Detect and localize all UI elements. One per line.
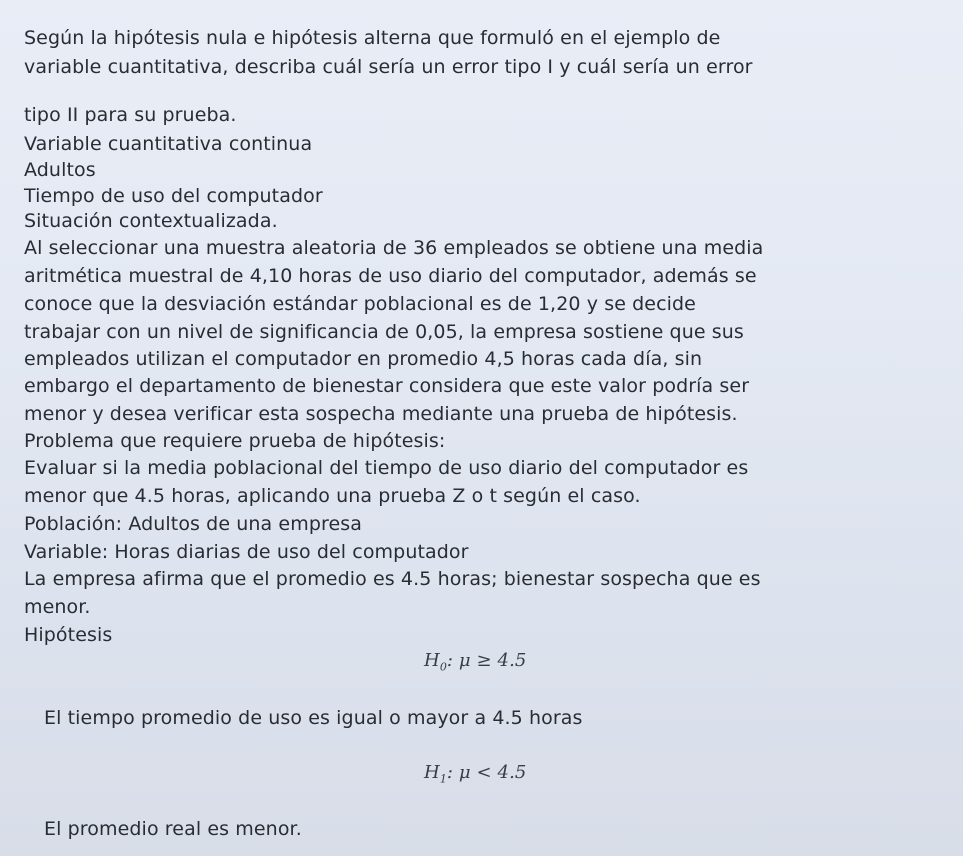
text-line: La empresa afirma que el promedio es 4.5 horas; bienestar sospecha que es <box>24 568 761 590</box>
text-line: aritmética muestral de 4,10 horas de uso diario del computador, además se <box>24 265 757 287</box>
hypothesis-symbol: H <box>424 650 440 671</box>
text-line: menor. <box>24 596 91 618</box>
alternative-hypothesis-formula <box>424 762 526 786</box>
text-line: Tiempo de uso del computador <box>24 185 323 207</box>
hypothesis-expression: : μ ≥ 4.5 <box>446 650 527 671</box>
text-line: Población: Adultos de una empresa <box>24 513 363 535</box>
text-line: tipo II para su prueba. <box>24 104 237 126</box>
text-line: empleados utilizan el computador en promedio 4,5 horas cada día, sin <box>24 348 703 370</box>
text-line: conoce que la desviación estándar poblacional es de 1,20 y se decide <box>24 293 696 315</box>
text-line: Variable cuantitativa continua <box>24 133 313 155</box>
null-hypothesis-description: El tiempo promedio de uso es igual o mayor a 4.5 horas <box>44 707 583 729</box>
text-line: trabajar con un nivel de significancia de 0,05, la empresa sostiene que sus <box>24 321 744 343</box>
text-line: menor y desea verificar esta sospecha mediante una prueba de hipótesis. <box>24 403 738 425</box>
text-line: Evaluar si la media poblacional del tiempo de uso diario del computador es <box>24 457 749 479</box>
null-hypothesis-formula <box>424 650 526 674</box>
alternative-hypothesis-description: El promedio real es menor. <box>44 818 302 840</box>
hypothesis-subscript: 0 <box>439 660 447 674</box>
hypothesis-expression: : μ < 4.5 <box>446 762 527 783</box>
hypothesis-subscript: 1 <box>439 772 447 786</box>
text-line: Según la hipótesis nula e hipótesis alterna que formuló en el ejemplo de <box>24 27 721 49</box>
text-line: Al seleccionar una muestra aleatoria de 36 empleados se obtiene una media <box>24 237 764 259</box>
text-line: Variable: Horas diarias de uso del computador <box>24 541 469 563</box>
text-line: variable cuantitativa, describa cuál sería un error tipo I y cuál sería un error <box>24 56 753 78</box>
text-line: Situación contextualizada. <box>24 210 278 232</box>
section-heading: Hipótesis <box>24 624 113 646</box>
text-line: Adultos <box>24 159 96 181</box>
text-line: Problema que requiere prueba de hipótesis: <box>24 430 446 452</box>
text-line: embargo el departamento de bienestar considera que este valor podría ser <box>24 375 750 397</box>
text-line: menor que 4.5 horas, aplicando una prueba Z o t según el caso. <box>24 485 641 507</box>
hypothesis-symbol: H <box>424 762 440 783</box>
